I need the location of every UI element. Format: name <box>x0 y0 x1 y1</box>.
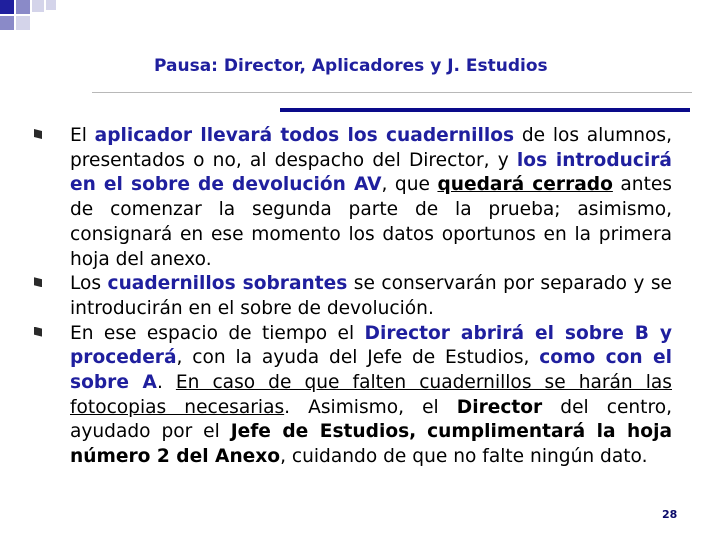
text: El <box>70 125 95 146</box>
text: , que <box>381 174 438 196</box>
text: , cuidando de que no falte ningún dato. <box>280 446 648 468</box>
underlined-text: En caso de que falten cuadernillos se harán las fotocopias necesarias <box>70 372 672 418</box>
bullet-item-2 <box>32 272 672 321</box>
highlight: los introducirá en el sobre de devolución AV <box>70 149 672 196</box>
text: . <box>156 372 176 394</box>
highlight: cuadernillos sobrantes <box>107 273 348 295</box>
text: se conservarán por separado y se introducirán en el sobre de devolución. <box>70 273 672 319</box>
bold-text: Jefe de Estudios, <box>230 421 417 443</box>
bullet-item-1 <box>32 124 672 272</box>
text: . Asimismo, el <box>284 396 457 418</box>
bullet-list <box>32 124 672 470</box>
bold-text: Director <box>456 396 543 418</box>
page-number: 28 <box>662 508 678 521</box>
text: , con la ayuda del Jefe de Estudios, <box>176 347 540 369</box>
highlight: Director abrirá el sobre B y procederá <box>70 322 673 369</box>
slide-title: Pausa: Director, Aplicadores y J. Estudios <box>154 56 548 76</box>
underlined-emphasis: quedará cerrado <box>437 174 613 196</box>
square-bullet-icon <box>34 129 42 139</box>
text: de los alumnos, presentados o no, al despacho del Director, y <box>70 125 673 171</box>
text <box>416 421 427 442</box>
bullet-item-3 <box>32 322 672 470</box>
highlight: aplicador llevará todos los cuadernillos <box>94 125 515 146</box>
title-underline <box>92 92 692 93</box>
text: del centro, ayudado por el <box>70 396 672 443</box>
highlight: como con el sobre A <box>70 347 672 394</box>
square-bullet-icon <box>34 327 42 337</box>
square-bullet-icon <box>34 277 42 287</box>
text: En ese espacio de tiempo el <box>70 322 365 344</box>
accent-bar <box>280 108 690 112</box>
bold-text: cumplimentará la hoja número 2 del Anexo <box>70 421 672 468</box>
text: Los <box>70 273 108 295</box>
text: antes de comenzar la segunda parte de la prueba; asimismo, consignará en ese momento los datos oportunos en la primera hoja del anexo. <box>70 174 672 270</box>
